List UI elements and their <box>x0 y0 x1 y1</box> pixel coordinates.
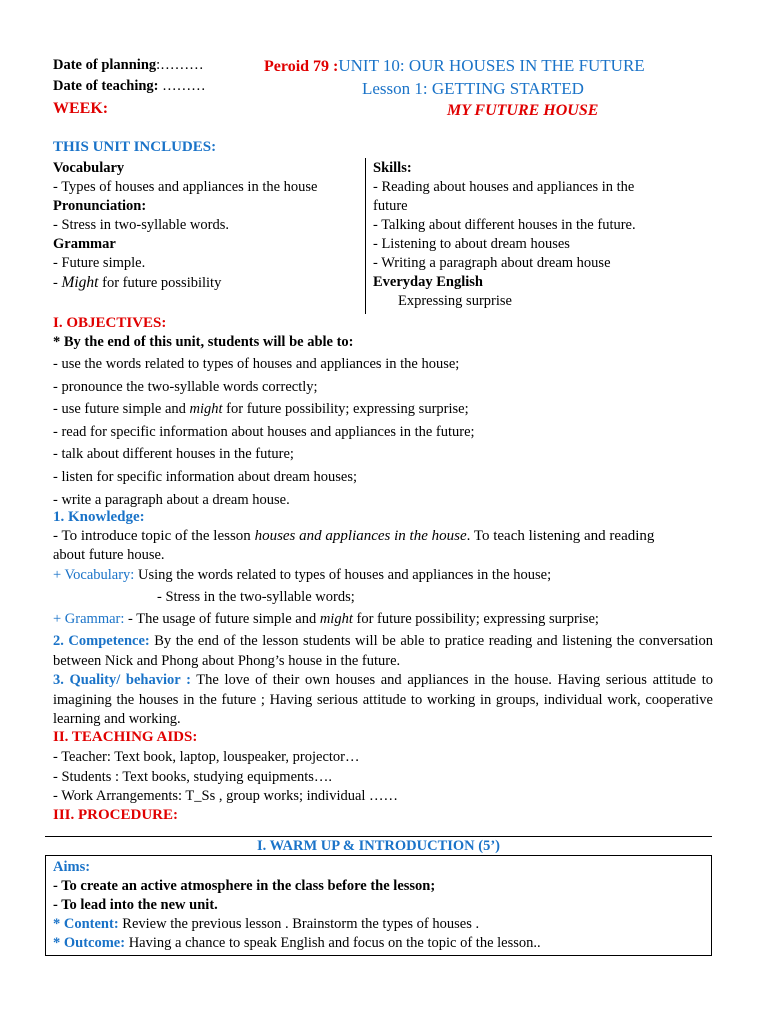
pronunciation-item: - Stress in two-syllable words. <box>53 217 229 233</box>
date-of-planning: Date of planning:……… <box>53 57 204 73</box>
teaching-aids-heading: II. TEACHING AIDS: <box>53 729 198 745</box>
skill-item: - Reading about houses and appliances in the <box>373 179 635 195</box>
knowledge-vocabulary: + Vocabulary: Using the words related to types of houses and appliances in the house; <box>53 567 552 583</box>
week-label: WEEK: <box>53 100 109 117</box>
unit-includes-heading: THIS UNIT INCLUDES: <box>53 139 217 155</box>
lesson-subtitle: MY FUTURE HOUSE <box>447 102 599 119</box>
objective-item: - listen for specific information about dream houses; <box>53 468 358 485</box>
teaching-aid-item: - Students : Text books, studying equipments…. <box>53 768 333 785</box>
outcome-line: * Outcome: Having a chance to speak English and focus on the topic of the lesson.. <box>53 935 541 951</box>
objectives-list <box>53 353 475 511</box>
date-of-teaching: Date of teaching: ……… <box>53 78 206 94</box>
aims-label: Aims: <box>53 859 91 875</box>
objectives-intro: * By the end of this unit, students will be able to: <box>53 334 354 350</box>
unit-includes-right <box>373 159 636 311</box>
pronunciation-heading: Pronunciation: <box>53 198 147 214</box>
unit-title-line: Peroid 79 :UNIT 10: OUR HOUSES IN THE FUTURE <box>264 56 645 75</box>
lesson-title: Lesson 1: GETTING STARTED <box>362 79 584 98</box>
skill-item: - Talking about different houses in the future. <box>373 217 636 233</box>
teaching-aids-list <box>53 748 398 807</box>
warm-up-title: I. WARM UP & INTRODUCTION (5’) <box>256 838 500 854</box>
objective-item: - use the words related to types of houses and appliances in the house; <box>53 356 460 372</box>
quality-paragraph: 3. Quality/ behavior : The love of their own houses and appliances in the house. Having serious attitude to imagining the houses in the future ; Having serious attitude to working in groups, individual work, cooperative learning and working. <box>53 672 713 727</box>
knowledge-grammar: + Grammar: - The usage of future simple and might for future possibility; expressing surprise; <box>53 611 599 627</box>
objective-item: - write a paragraph about a dream house. <box>53 491 290 508</box>
aim-item: - To lead into the new unit. <box>53 897 218 913</box>
skills-heading: Skills: <box>373 160 412 176</box>
grammar-item: - Might for future possibility <box>53 274 222 291</box>
column-divider <box>365 158 366 314</box>
teaching-aid-item: - Teacher: Text book, laptop, louspeaker, projector… <box>53 749 360 765</box>
skill-item: - Writing a paragraph about dream house <box>373 255 611 271</box>
aim-item: - To create an active atmosphere in the class before the lesson; <box>53 878 436 894</box>
knowledge-line1: - To introduce topic of the lesson houses and appliances in the house. To teach listening and reading <box>53 528 655 544</box>
aims-content <box>53 858 541 953</box>
grammar-heading: Grammar <box>53 236 116 252</box>
teaching-aid-item: - Work Arrangements: T_Ss , group works; individual …… <box>53 788 399 805</box>
vocabulary-item: - Types of houses and appliances in the house <box>53 179 318 195</box>
everyday-english-item: Expressing surprise <box>398 293 512 309</box>
skill-item: - Listening to about dream houses <box>373 236 570 252</box>
unit-includes-left <box>53 159 318 293</box>
objective-item: - pronounce the two-syllable words correctly; <box>53 378 318 395</box>
competence-paragraph: 2. Competence: By the end of the lesson students will be able to pratice reading and listening the conversation between Nick and Phong about Phong’s house in the future. <box>53 633 713 669</box>
grammar-item: - Future simple. <box>53 255 146 271</box>
objectives-heading: I. OBJECTIVES: <box>53 315 167 331</box>
objective-item: - read for specific information about houses and appliances in the future; <box>53 423 475 440</box>
section-rule <box>45 836 712 837</box>
everyday-english-heading: Everyday English <box>373 274 483 290</box>
vocabulary-heading: Vocabulary <box>53 160 125 176</box>
objective-item: - talk about different houses in the future; <box>53 446 294 463</box>
procedure-heading: III. PROCEDURE: <box>53 807 179 823</box>
skill-item: future <box>373 198 408 214</box>
content-line: * Content: Review the previous lesson . Brainstorm the types of houses . <box>53 916 480 932</box>
knowledge-line2: about future house. <box>53 547 165 563</box>
objective-item: - use future simple and might for future possibility; expressing surprise; <box>53 401 469 418</box>
knowledge-heading: 1. Knowledge: <box>53 509 145 525</box>
knowledge-vocabulary-sub: - Stress in the two-syllable words; <box>157 589 355 605</box>
